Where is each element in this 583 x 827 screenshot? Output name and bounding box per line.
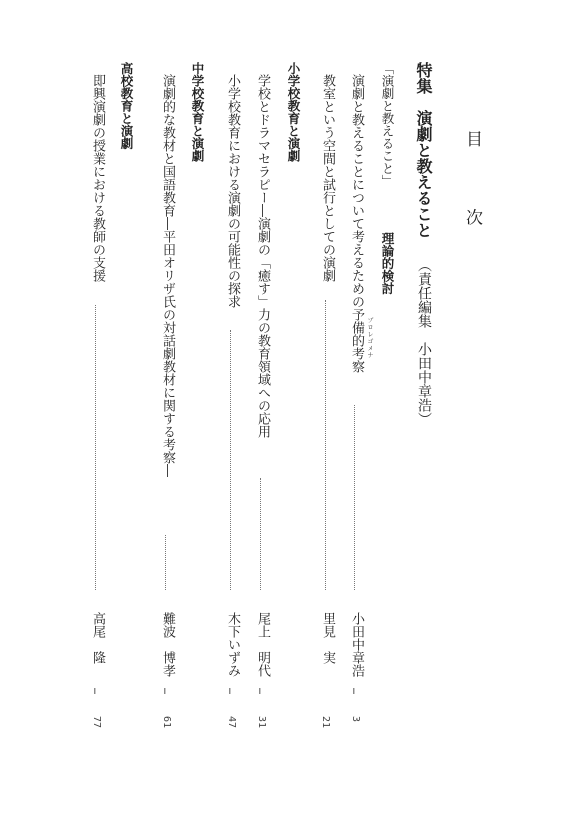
entry-page-2: 21 [320, 716, 331, 729]
entry-page-3: 31 [256, 716, 267, 729]
theory-heading: 「演劇と教えること」 [380, 62, 395, 187]
special-editor: （責任編集 小田中章浩） [416, 258, 432, 426]
entry-author-6: 高尾 隆 [90, 612, 105, 664]
entry-author-3: 尾上 明代 [255, 612, 270, 677]
entry-title-4: 小学校教育における演劇の可能性の探求 [225, 74, 240, 308]
entry-author-5: 難波 博孝 [160, 612, 175, 677]
entry-page-1: 3 [350, 716, 361, 723]
leader-6 [95, 305, 96, 590]
leader-4 [230, 330, 231, 590]
entry-page-4: 47 [226, 716, 237, 729]
entry-ellipsis-6: … [91, 688, 102, 695]
entry-page-5: 61 [161, 716, 172, 729]
entry-author-1: 小田中章浩 [349, 612, 364, 677]
special-title: 演劇と教えること [414, 110, 433, 238]
entry-author-4: 木下いずみ [225, 612, 240, 677]
leader-3 [260, 478, 261, 590]
leader-5 [165, 535, 166, 590]
leader-2 [325, 300, 326, 590]
entry-page-6: 77 [91, 716, 102, 729]
entry-ellipsis-3: … [256, 688, 267, 695]
entry-ellipsis-1: … [350, 688, 361, 695]
entry-title-3: 学校とドラマセラピー―演劇の「癒す」力の教育領域への応用 [255, 74, 270, 438]
section-elementary: 小学校教育と演劇 [286, 62, 301, 162]
entry-ellipsis-4: … [226, 688, 237, 695]
entry-ellipsis-5: … [161, 688, 172, 695]
section-junior-high: 中学校教育と演劇 [190, 62, 205, 162]
section-high-school: 高校教育と演劇 [119, 62, 134, 150]
entry-title-5: 演劇的な教材と国語教育―平田オリザ氏の対話劇教材に関する考察― [160, 74, 175, 477]
special-label: 特集 [414, 62, 433, 94]
entry-title-6: 即興演劇の授業における教師の支援 [90, 74, 105, 282]
entry-ruby-1: プロレゴメナ [366, 317, 373, 359]
entry-author-2: 里見 実 [320, 612, 335, 664]
entry-title-1: 演劇と教えることについて考えるための予備的考察 [349, 74, 364, 373]
entry-title-2: 教室という空間と試行としての演劇 [320, 74, 335, 282]
toc-title: 目 次 [462, 130, 482, 254]
leader-1 [354, 405, 355, 590]
theory-tag: 理論的検討 [380, 232, 395, 295]
